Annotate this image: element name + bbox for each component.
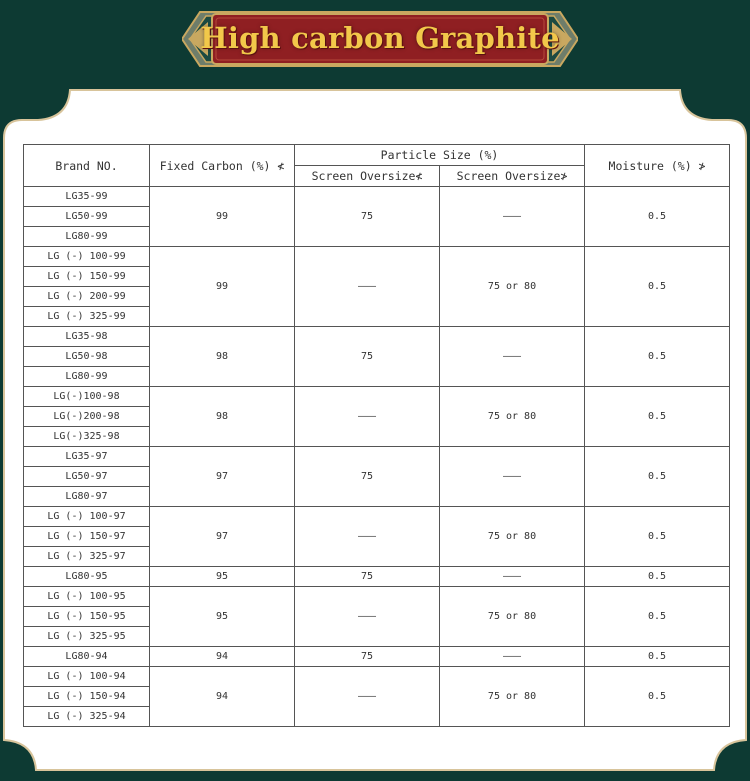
table-row xyxy=(24,507,730,527)
header-screen-oversize-min: Screen Oversize≮ xyxy=(295,166,440,187)
header-fixed-carbon: Fixed Carbon (%) ≮ xyxy=(150,145,295,187)
table-row xyxy=(24,647,730,667)
screen-oversize-max-cell: ——— xyxy=(440,187,585,247)
table-row xyxy=(24,447,730,467)
header-particle-size: Particle Size (%) xyxy=(295,145,585,166)
fixed-carbon-cell: 98 xyxy=(150,327,295,387)
fixed-carbon-cell: 95 xyxy=(150,567,295,587)
screen-oversize-max-cell: 75 or 80 xyxy=(440,247,585,327)
brand-cell: LG (-) 100-99 xyxy=(24,247,150,267)
fixed-carbon-cell: 97 xyxy=(150,507,295,567)
fixed-carbon-cell: 99 xyxy=(150,247,295,327)
header-moisture: Moisture (%) ≯ xyxy=(585,145,730,187)
brand-cell: LG (-) 150-97 xyxy=(24,527,150,547)
screen-oversize-max-cell: ——— xyxy=(440,567,585,587)
moisture-cell: 0.5 xyxy=(585,387,730,447)
brand-cell: LG80-99 xyxy=(24,367,150,387)
screen-oversize-max-cell: 75 or 80 xyxy=(440,387,585,447)
fixed-carbon-cell: 94 xyxy=(150,647,295,667)
screen-oversize-min-cell: 75 xyxy=(295,647,440,667)
screen-oversize-max-cell: ——— xyxy=(440,647,585,667)
fixed-carbon-cell: 97 xyxy=(150,447,295,507)
brand-cell: LG80-99 xyxy=(24,227,150,247)
header-screen-oversize-max: Screen Oversize≯ xyxy=(440,166,585,187)
brand-cell: LG (-) 100-97 xyxy=(24,507,150,527)
brand-cell: LG (-) 200-99 xyxy=(24,287,150,307)
screen-oversize-min-cell: ——— xyxy=(295,387,440,447)
screen-oversize-max-cell: 75 or 80 xyxy=(440,507,585,567)
moisture-cell: 0.5 xyxy=(585,647,730,667)
moisture-cell: 0.5 xyxy=(585,187,730,247)
table-row xyxy=(24,187,730,207)
brand-cell: LG80-97 xyxy=(24,487,150,507)
screen-oversize-max-cell: ——— xyxy=(440,447,585,507)
brand-cell: LG (-) 150-95 xyxy=(24,607,150,627)
table-row xyxy=(24,587,730,607)
moisture-cell: 0.5 xyxy=(585,447,730,507)
brand-cell: LG80-95 xyxy=(24,567,150,587)
brand-cell: LG35-97 xyxy=(24,447,150,467)
screen-oversize-min-cell: 75 xyxy=(295,187,440,247)
screen-oversize-min-cell: ——— xyxy=(295,507,440,567)
screen-oversize-max-cell: 75 or 80 xyxy=(440,667,585,727)
brand-cell: LG (-) 325-94 xyxy=(24,707,150,727)
brand-cell: LG(-)325-98 xyxy=(24,427,150,447)
screen-oversize-max-cell: 75 or 80 xyxy=(440,587,585,647)
moisture-cell: 0.5 xyxy=(585,247,730,327)
brand-cell: LG (-) 150-99 xyxy=(24,267,150,287)
moisture-cell: 0.5 xyxy=(585,567,730,587)
moisture-cell: 0.5 xyxy=(585,507,730,567)
screen-oversize-min-cell: ——— xyxy=(295,247,440,327)
brand-cell: LG (-) 325-95 xyxy=(24,627,150,647)
fixed-carbon-cell: 99 xyxy=(150,187,295,247)
brand-cell: LG(-)100-98 xyxy=(24,387,150,407)
brand-cell: LG35-99 xyxy=(24,187,150,207)
table-row xyxy=(24,247,730,267)
spec-table-body xyxy=(24,187,730,727)
table-row xyxy=(24,667,730,687)
screen-oversize-min-cell: 75 xyxy=(295,327,440,387)
moisture-cell: 0.5 xyxy=(585,327,730,387)
spec-table xyxy=(23,144,730,727)
screen-oversize-min-cell: 75 xyxy=(295,447,440,507)
moisture-cell: 0.5 xyxy=(585,667,730,727)
screen-oversize-min-cell: 75 xyxy=(295,567,440,587)
brand-cell: LG (-) 325-97 xyxy=(24,547,150,567)
brand-cell: LG80-94 xyxy=(24,647,150,667)
brand-cell: LG (-) 150-94 xyxy=(24,687,150,707)
brand-cell: LG(-)200-98 xyxy=(24,407,150,427)
brand-cell: LG50-98 xyxy=(24,347,150,367)
page-title: High carbon Graphite xyxy=(200,21,560,55)
title-banner xyxy=(182,8,578,70)
table-row xyxy=(24,567,730,587)
fixed-carbon-cell: 98 xyxy=(150,387,295,447)
brand-cell: LG50-97 xyxy=(24,467,150,487)
table-row xyxy=(24,327,730,347)
fixed-carbon-cell: 94 xyxy=(150,667,295,727)
brand-cell: LG50-99 xyxy=(24,207,150,227)
brand-cell: LG (-) 325-99 xyxy=(24,307,150,327)
screen-oversize-min-cell: ——— xyxy=(295,667,440,727)
screen-oversize-max-cell: ——— xyxy=(440,327,585,387)
moisture-cell: 0.5 xyxy=(585,587,730,647)
brand-cell: LG35-98 xyxy=(24,327,150,347)
screen-oversize-min-cell: ——— xyxy=(295,587,440,647)
fixed-carbon-cell: 95 xyxy=(150,587,295,647)
brand-cell: LG (-) 100-94 xyxy=(24,667,150,687)
header-brand: Brand NO. xyxy=(24,145,150,187)
brand-cell: LG (-) 100-95 xyxy=(24,587,150,607)
table-row xyxy=(24,387,730,407)
